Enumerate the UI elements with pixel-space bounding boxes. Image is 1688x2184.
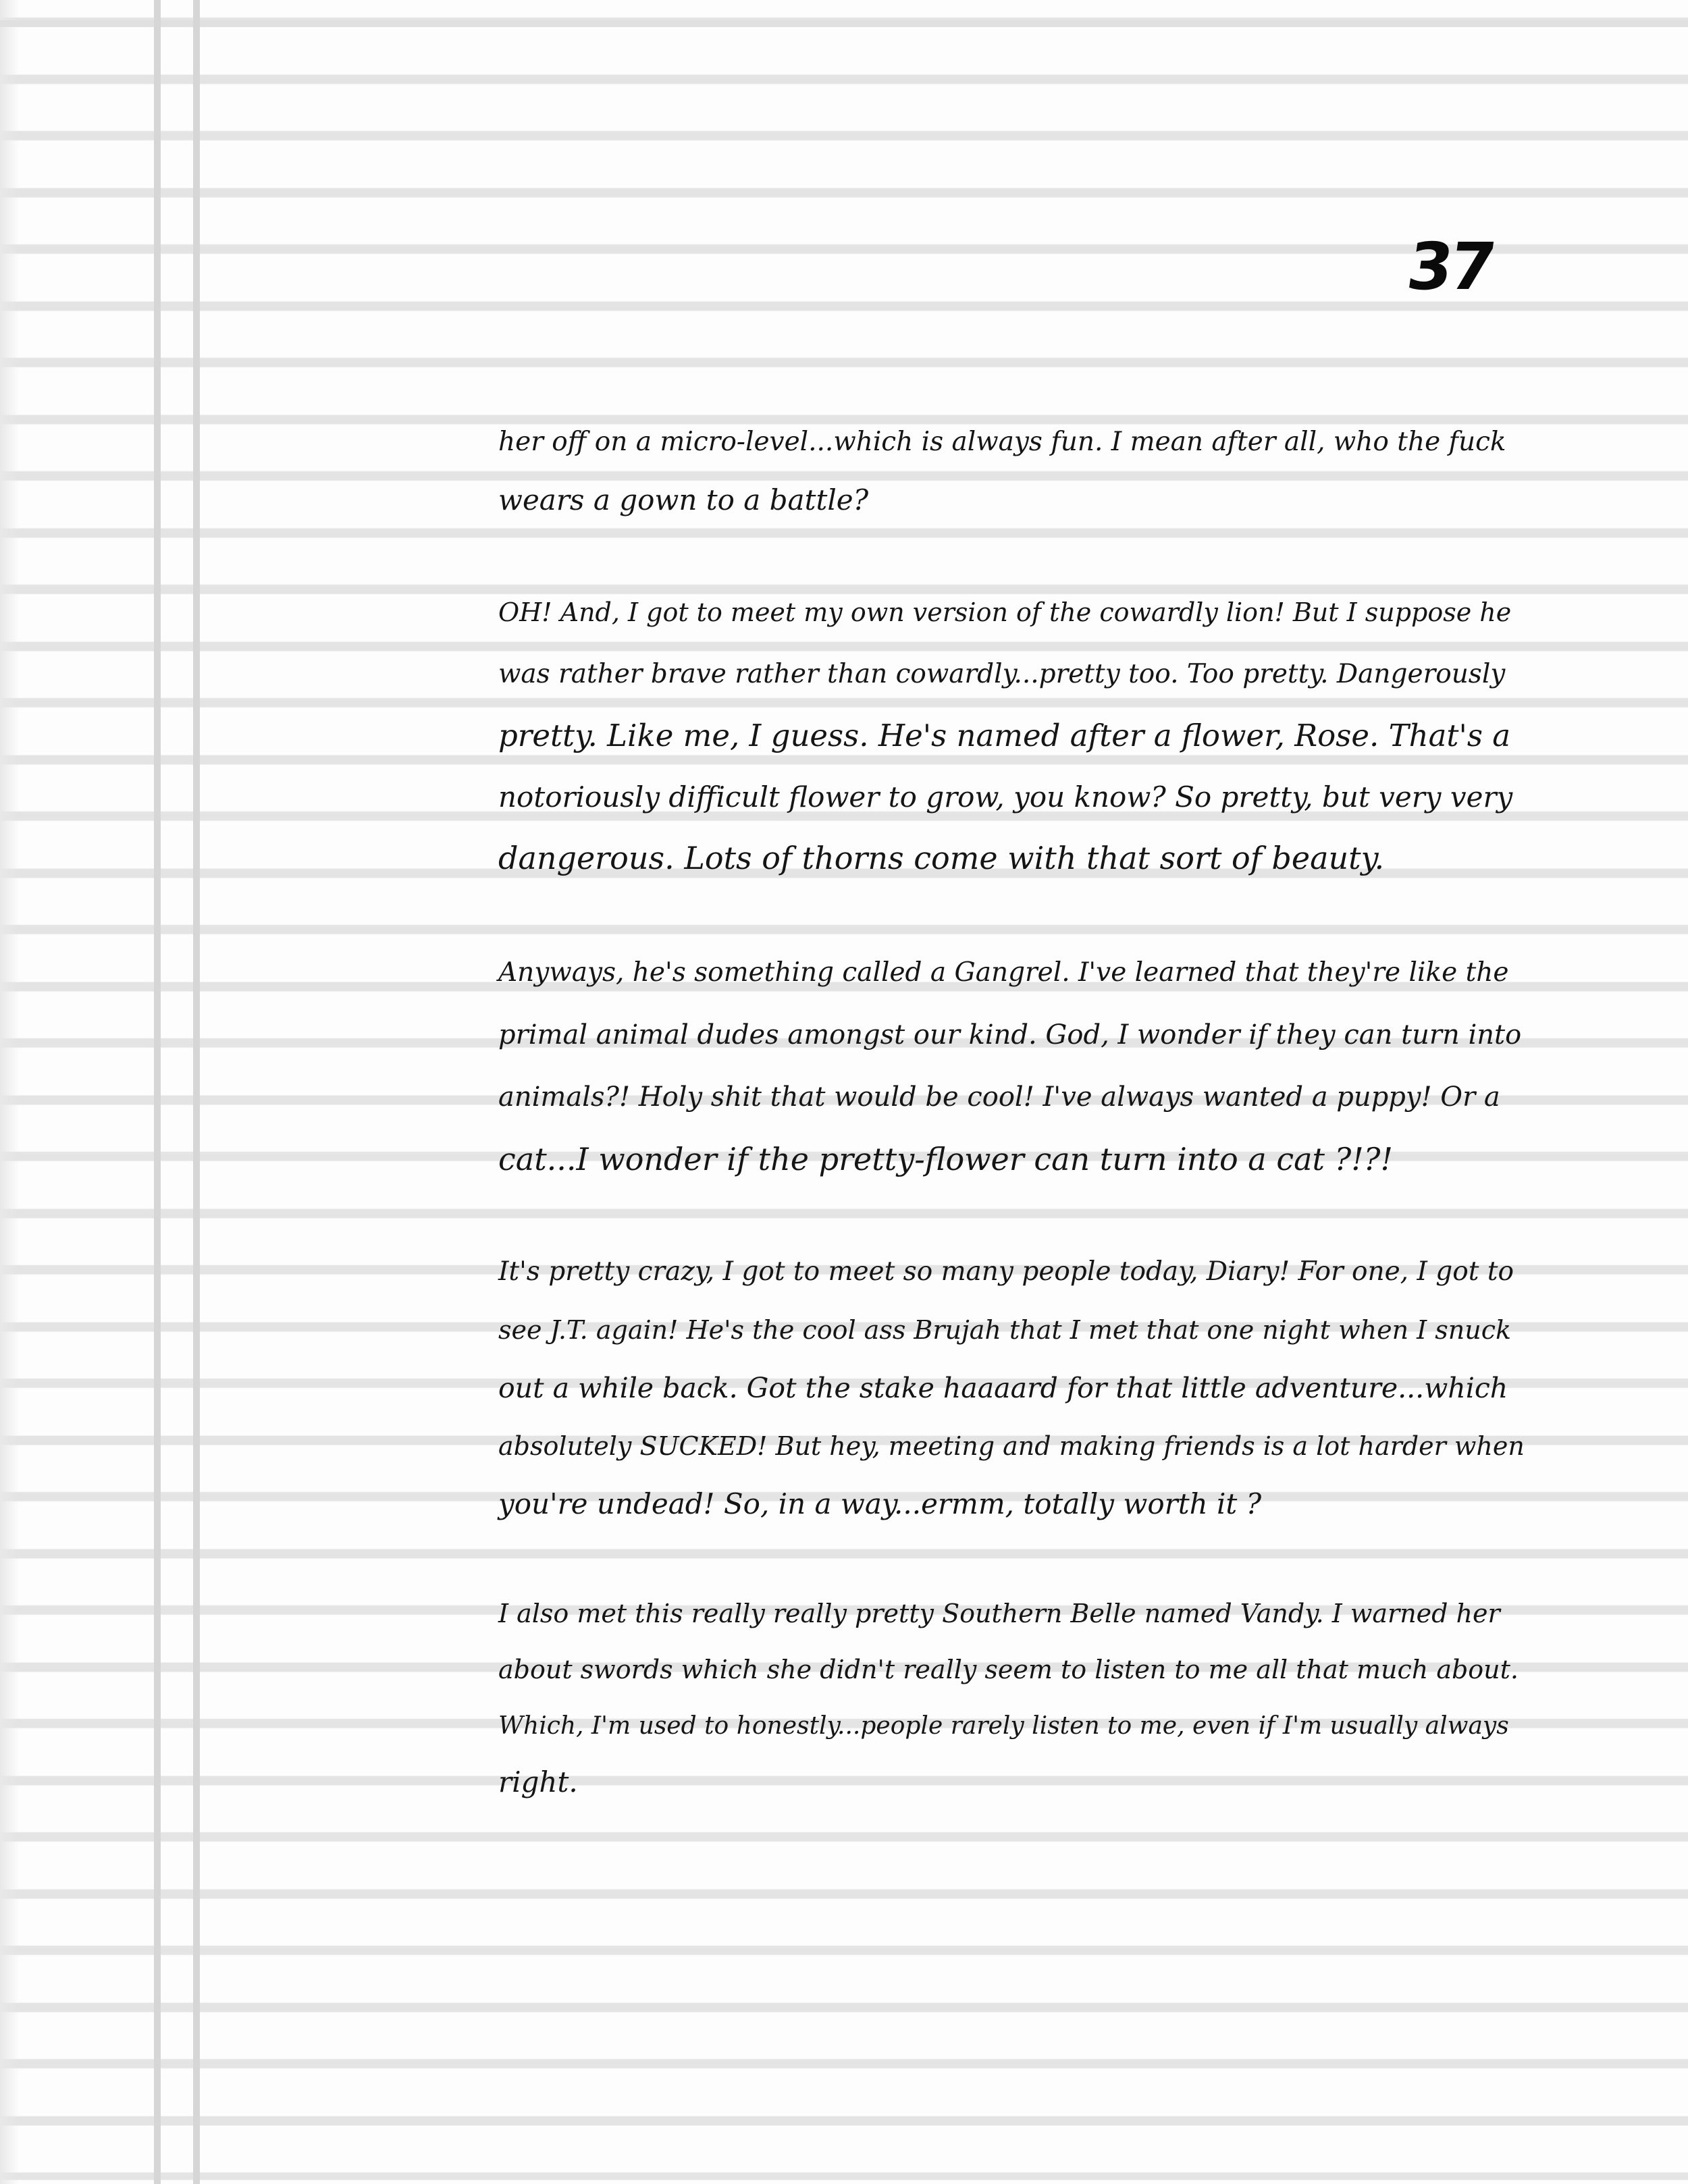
text-line: notoriously difficult flower to grow, you know? So pretty, but very very (498, 780, 1513, 814)
text-line: I also met this really really pretty Southern Belle named Vandy. I warned her (498, 1599, 1500, 1628)
text-line: pretty. Like me, I guess. He's named after a flower, Rose. That's a (498, 718, 1511, 753)
text-line: cat...I wonder if the pretty-flower can turn into a cat ?!?! (498, 1141, 1393, 1177)
paper-edge-shading (0, 0, 19, 2184)
text-line: It's pretty crazy, I got to meet so many people today, Diary! For one, I got to (498, 1256, 1514, 1287)
text-line: absolutely SUCKED! But hey, meeting and making friends is a lot harder when (498, 1431, 1525, 1461)
text-line: about swords which she didn't really seem to listen to me all that much about. (498, 1655, 1519, 1684)
margin-line-right (193, 0, 200, 2184)
text-line: primal animal dudes amongst our kind. God, I wonder if they can turn into (498, 1019, 1522, 1050)
text-line: animals?! Holy shit that would be cool! I've always wanted a puppy! Or a (498, 1082, 1500, 1113)
text-line: OH! And, I got to meet my own version of the cowardly lion! But I suppose he (498, 597, 1512, 627)
page-number: 37 (1402, 229, 1498, 304)
text-line: Anyways, he's something called a Gangrel. I've learned that they're like the (498, 957, 1509, 988)
text-line: dangerous. Lots of thorns come with that sort of beauty. (498, 840, 1385, 876)
margin-line-left (154, 0, 161, 2184)
diary-entry-text (498, 413, 1525, 1863)
paragraph-2 (498, 582, 1525, 889)
text-line: you're undead! So, in a way...ermm, totally worth it ? (498, 1487, 1262, 1520)
text-line: see J.T. again! He's the cool ass Brujah that I met that one night when I snuck (498, 1315, 1512, 1345)
text-line: was rather brave rather than cowardly...pretty too. Too pretty. Dangerously (498, 659, 1506, 689)
paragraph-1 (498, 413, 1525, 529)
text-line: out a while back. Got the stake haaaard for that little adventure...which (498, 1372, 1508, 1404)
paragraph-3 (498, 942, 1525, 1190)
paper-top-edge (0, 20, 1688, 27)
text-line: wears a gown to a battle? (498, 483, 869, 516)
text-line: her off on a micro-level...which is always fun. I mean after all, who the fuck (498, 427, 1506, 457)
paragraph-5 (498, 1586, 1525, 1810)
paragraph-4 (498, 1243, 1525, 1533)
text-line: right. (498, 1765, 578, 1799)
text-line: Which, I'm used to honestly...people rarely listen to me, even if I'm usually always (498, 1712, 1509, 1740)
